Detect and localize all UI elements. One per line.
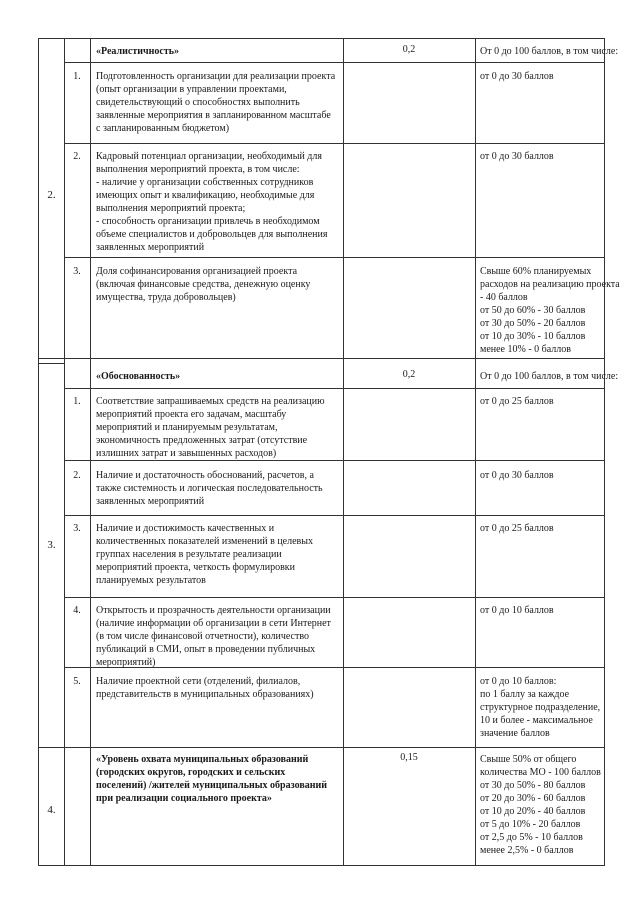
weight-coefficient: 0,2: [402, 44, 416, 55]
criteria-text: Соответствие запрашиваемых средств на реализацию мероприятий проекта его задачам, масштабу мероприятий и планируемым результатам, экономичность предложенных затрат (отсутствие излишних затрат и завышенных расходов): [96, 396, 325, 459]
row-index: 2.: [73, 470, 81, 481]
row-index: 2.: [73, 151, 81, 162]
section-number: 3.: [47, 539, 56, 551]
criteria-text: Подготовленность организации для реализации проекта (опыт организации в управлении проектами, свидетельствующий о способностях выполнить заявленные мероприятия в запланированном масштабе с запланированным бюджетом): [96, 71, 336, 134]
score-text: от 0 до 10 баллов: [480, 605, 554, 616]
score-range: От 0 до 100 баллов, в том числе:: [480, 46, 619, 57]
section-number: 4.: [47, 804, 56, 816]
criteria-text: Открытость и прозрачность деятельности организации (наличие информации об организации в сети Интернет (в том числе финансовой отчетности), количество публикаций в СМИ, опыт в проведении публичных мероприятий): [96, 605, 331, 668]
score-text: Свыше 50% от общего количества МО - 100 баллов от 30 до 50% - 80 баллов от 20 до 30% - 60 баллов от 10 до 20% - 40 баллов от 5 до 10% - 20 баллов от 2,5 до 5% - 10 баллов менее 2,5% - 0 баллов: [480, 754, 601, 856]
section-number: 2.: [47, 189, 56, 201]
col-divider-criteria: [343, 39, 344, 865]
score-text: от 0 до 30 баллов: [480, 151, 554, 162]
row-divider: [64, 460, 604, 461]
row-divider: [64, 515, 604, 516]
row-divider: [64, 143, 604, 144]
criteria-text: Доля софинансирования организацией проекта (включая финансовые средства, денежную оценку имущества, труда добровольцев): [96, 266, 311, 303]
row-index: 1.: [73, 396, 81, 407]
row-index: 4.: [73, 605, 81, 616]
row-divider: [64, 597, 604, 598]
row-index: 3.: [73, 523, 81, 534]
row-divider: [64, 257, 604, 258]
col-divider-number: [64, 39, 65, 865]
criteria-text: Наличие проектной сети (отделений, филиалов, представительств в муниципальных образованиях): [96, 676, 314, 700]
row-divider: [64, 62, 604, 63]
score-text: от 0 до 25 баллов: [480, 396, 554, 407]
row-index: 1.: [73, 71, 81, 82]
criteria-text: Наличие и достаточность обоснований, расчетов, а также системность и логическая последовательность заявленных мероприятий: [96, 470, 323, 507]
score-text: от 0 до 25 баллов: [480, 523, 554, 534]
row-divider: [64, 388, 604, 389]
section-title: «Обоснованность»: [96, 371, 181, 382]
score-text: от 0 до 10 баллов: по 1 баллу за каждое структурное подразделение, 10 и более - максимальное значение баллов: [480, 676, 601, 739]
col-divider-coef: [475, 39, 476, 865]
score-text: от 0 до 30 баллов: [480, 71, 554, 82]
weight-coefficient: 0,2: [402, 369, 416, 380]
criteria-table: [38, 38, 620, 866]
score-text: от 0 до 30 баллов: [480, 470, 554, 481]
criteria-text: Наличие и достижимость качественных и количественных показателей изменений в целевых группах населения в результате реализации мероприятий проекта, четкость формулировки планируемых результатов: [96, 523, 313, 586]
row-index: 3.: [73, 266, 81, 277]
section-divider: [39, 358, 604, 359]
row-index: 5.: [73, 676, 81, 687]
criteria-text: Кадровый потенциал организации, необходимый для выполнения мероприятий проекта, в том числе: - наличие у организации собственных сотрудников имеющих опыт и квалификацию, необходимые для выполнения мероприятий проекта; - способность организации привлечь в необходимом объеме специалистов и добровольцев для выполнения заявленных мероприятий: [96, 151, 328, 253]
section-divider: [39, 747, 604, 748]
col-divider-index: [90, 39, 91, 865]
section-title: «Реалистичность»: [96, 46, 180, 57]
score-text: Свыше 60% планируемых расходов на реализацию проекта - 40 баллов от 50 до 60% - 30 баллов от 30 до 50% - 20 баллов от 10 до 30% - 10 баллов менее 10% - 0 баллов: [480, 266, 620, 355]
section-title: «Уровень охвата муниципальных образований (городских округов, городских и сельских поселений) /жителей муниципальных образований при реализации социального проекта»: [96, 754, 328, 804]
score-range: От 0 до 100 баллов, в том числе:: [480, 371, 619, 382]
double-rule: [39, 363, 64, 364]
weight-coefficient: 0,15: [400, 752, 418, 763]
